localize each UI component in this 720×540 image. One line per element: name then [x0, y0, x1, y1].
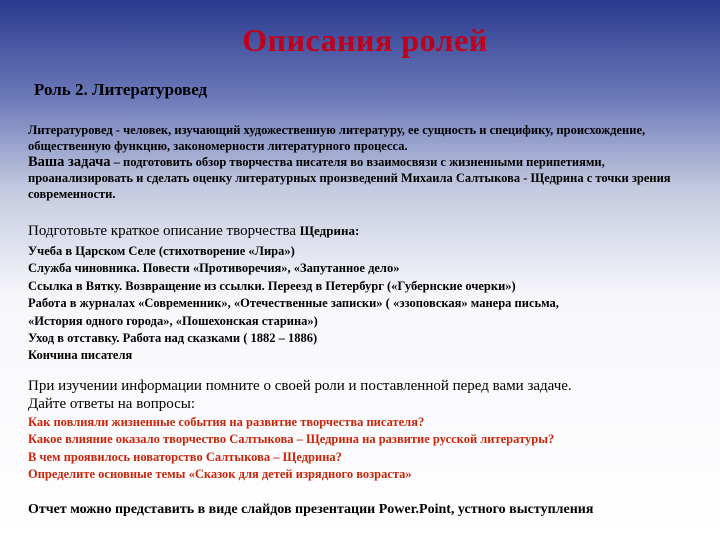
- report-note: Отчет можно представить в виде слайдов презентации Power.Point, устного выступления: [28, 502, 594, 517]
- bio-line: Ссылка в Вятку. Возвращение из ссылки. Переезд в Петербург («Губернские очерки»): [28, 278, 516, 293]
- question-item: Как повлияли жизненные события на развитие творчества писателя?: [28, 415, 425, 429]
- bio-line: Служба чиновника. Повести «Противоречия», «Запутанное дело»: [28, 261, 400, 276]
- remember-line-1: При изучении информации помните о своей роли и поставленной перед вами задаче.: [28, 378, 572, 394]
- intro-paragraph: [28, 122, 708, 202]
- bio-list: [28, 243, 708, 365]
- bio-line: Работа в журналах «Современник», «Отечественные записки» ( «эзоповская» манера письма,: [28, 296, 559, 311]
- prepare-heading-text: Подготовьте краткое описание творчества: [28, 223, 300, 239]
- remember-line-2: Дайте ответы на вопросы:: [28, 396, 195, 412]
- prepare-heading-tail: Щедрина:: [299, 223, 360, 238]
- prepare-heading: [28, 223, 359, 240]
- questions-list: [28, 414, 708, 483]
- slide-title-text: Описания ролей: [242, 22, 488, 58]
- bio-line: Учеба в Царском Селе (стихотворение «Лира»): [28, 244, 295, 258]
- task-lead: Ваша задача: [28, 154, 111, 170]
- bio-line: Кончина писателя: [28, 348, 133, 363]
- slide-title: [0, 22, 720, 59]
- bio-line: «История одного города», «Пошехонская старина»): [28, 313, 318, 328]
- question-item: Определите основные темы «Сказок для детей изрядного возраста»: [28, 466, 412, 481]
- role-heading: Роль 2. Литературовед: [34, 80, 208, 99]
- remember-note: [28, 377, 708, 413]
- definition-text: Литературовед - человек, изучающий художественную литературу, ее сущность и специфику, происхождение, общественную функцию, закономерности литературного процесса.: [28, 123, 646, 153]
- bio-line: Уход в отставку. Работа над сказками ( 1882 – 1886): [28, 331, 318, 346]
- question-item: В чем проявилось новаторство Салтыкова – Щедрина?: [28, 449, 342, 464]
- task-text: – подготовить обзор творчества писателя во взаимосвязи с жизненными перипетиями, проанализировать и сделать оценку литературных произведений Михаила Салтыкова - Щедрина с точки зрения современности.: [28, 155, 671, 201]
- question-item: Какое влияние оказало творчество Салтыкова – Щедрина на развитие русской литературы?: [28, 432, 555, 447]
